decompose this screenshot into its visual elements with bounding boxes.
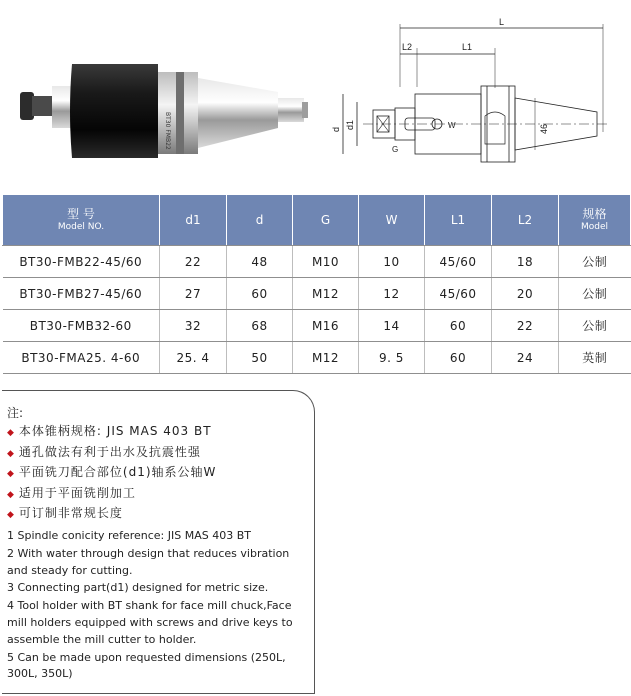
table-cell: BT30-FMB27-45/60 — [3, 278, 160, 310]
dim-W: W — [448, 121, 456, 130]
list-item — [7, 483, 216, 504]
diamond-bullet-icon: ◆ — [7, 510, 15, 520]
table-cell: 英制 — [559, 342, 631, 374]
technical-drawing — [331, 12, 627, 177]
dim-L: L — [499, 17, 505, 27]
list-item: 2 With water through design that reduces vibration and steady for cutting. — [7, 546, 290, 577]
table-cell: 公制 — [559, 310, 631, 342]
table-cell: 9. 5 — [359, 342, 425, 374]
note-text: 通孔做法有利于出水及抗震性强 — [18, 444, 201, 459]
col-header-label: 型 号 — [67, 206, 95, 221]
table-cell: M12 — [293, 278, 359, 310]
note-text: 可订制非常规长度 — [18, 506, 123, 520]
table-cell: 12 — [359, 278, 425, 310]
col-header-label: d1 — [185, 212, 201, 227]
note-text: 平面铣刀配合部位(d1)轴系公轴W — [18, 465, 217, 479]
diamond-bullet-icon: ◆ — [7, 469, 15, 479]
table-cell: 20 — [492, 278, 559, 310]
table-cell: BT30-FMA25. 4-60 — [3, 342, 160, 374]
photo-marking: BT30 FMB22 — [164, 112, 171, 150]
table-cell: M12 — [293, 342, 359, 374]
table-cell: M10 — [293, 246, 359, 278]
table-cell: 25. 4 — [160, 342, 227, 374]
table-cell: 公制 — [559, 246, 631, 278]
col-header-model — [3, 195, 160, 246]
notes-cn-list — [7, 421, 216, 524]
table-cell: 14 — [359, 310, 425, 342]
notes-en-list — [7, 528, 312, 684]
col-header-d1 — [160, 195, 227, 246]
table-cell: 22 — [492, 310, 559, 342]
table-cell: 48 — [227, 246, 293, 278]
table-cell: BT30-FMB32-60 — [3, 310, 160, 342]
diamond-bullet-icon: ◆ — [7, 448, 15, 459]
list-item — [7, 462, 216, 483]
col-header-spec — [559, 195, 631, 246]
diamond-bullet-icon: ◆ — [7, 489, 15, 500]
col-header-label: L2 — [517, 212, 533, 227]
list-item — [7, 503, 216, 524]
table-cell: 60 — [227, 278, 293, 310]
table-cell: 24 — [492, 342, 559, 374]
table-cell: 22 — [160, 246, 227, 278]
note-text: 本体锥柄规格: JIS MAS 403 BT — [18, 424, 212, 438]
notes-title: 注: — [7, 406, 24, 420]
table-cell: BT30-FMB22-45/60 — [3, 246, 160, 278]
table-cell: 32 — [160, 310, 227, 342]
table-cell: 45/60 — [425, 278, 492, 310]
table-cell: 60 — [425, 342, 492, 374]
dim-G: G — [392, 145, 399, 154]
table-cell: 60 — [425, 310, 492, 342]
list-item — [7, 421, 216, 442]
table-row — [3, 278, 631, 310]
dim-d: d — [331, 126, 341, 132]
spec-table — [2, 194, 631, 374]
col-header-sublabel: Model NO. — [57, 221, 105, 232]
dim-taper: 46 — [539, 123, 549, 134]
col-header-label: L1 — [450, 212, 466, 227]
col-header-sublabel: Model — [580, 221, 609, 232]
table-cell: M16 — [293, 310, 359, 342]
col-header-l2 — [492, 195, 559, 246]
col-header-d — [227, 195, 293, 246]
notes-box — [2, 390, 315, 694]
product-photo — [8, 10, 338, 180]
col-header-g — [293, 195, 359, 246]
list-item: 5 Can be made upon requested dimensions (250L, 300L, 350L) — [7, 650, 286, 681]
col-header-label: G — [320, 212, 331, 227]
list-item: 4 Tool holder with BT shank for face mill chuck,Face mill holders equipped with screws and drive keys to assemble the mill cutter to holder. — [7, 599, 293, 646]
col-header-label: d — [255, 212, 264, 227]
diamond-bullet-icon: ◆ — [7, 428, 15, 438]
list-item — [7, 442, 216, 463]
table-row — [3, 342, 631, 374]
dim-L2: L2 — [402, 42, 413, 52]
list-item: 3 Connecting part(d1) designed for metric size. — [7, 581, 269, 595]
table-cell: 18 — [492, 246, 559, 278]
list-item: 1 Spindle conicity reference: JIS MAS 403 BT — [7, 529, 251, 542]
table-row — [3, 246, 631, 278]
table-cell: 50 — [227, 342, 293, 374]
col-header-label: W — [385, 212, 398, 227]
table-cell: 公制 — [559, 278, 631, 310]
table-cell: 45/60 — [425, 246, 492, 278]
note-text: 适用于平面铣削加工 — [18, 485, 136, 500]
table-cell: 27 — [160, 278, 227, 310]
table-cell: 10 — [359, 246, 425, 278]
col-header-l1 — [425, 195, 492, 246]
dim-L1: L1 — [462, 42, 473, 52]
col-header-label: 规格 — [582, 206, 607, 221]
dim-d1: d1 — [345, 119, 355, 130]
table-header-row — [3, 195, 631, 246]
table-cell: 68 — [227, 310, 293, 342]
table-row — [3, 310, 631, 342]
col-header-w — [359, 195, 425, 246]
